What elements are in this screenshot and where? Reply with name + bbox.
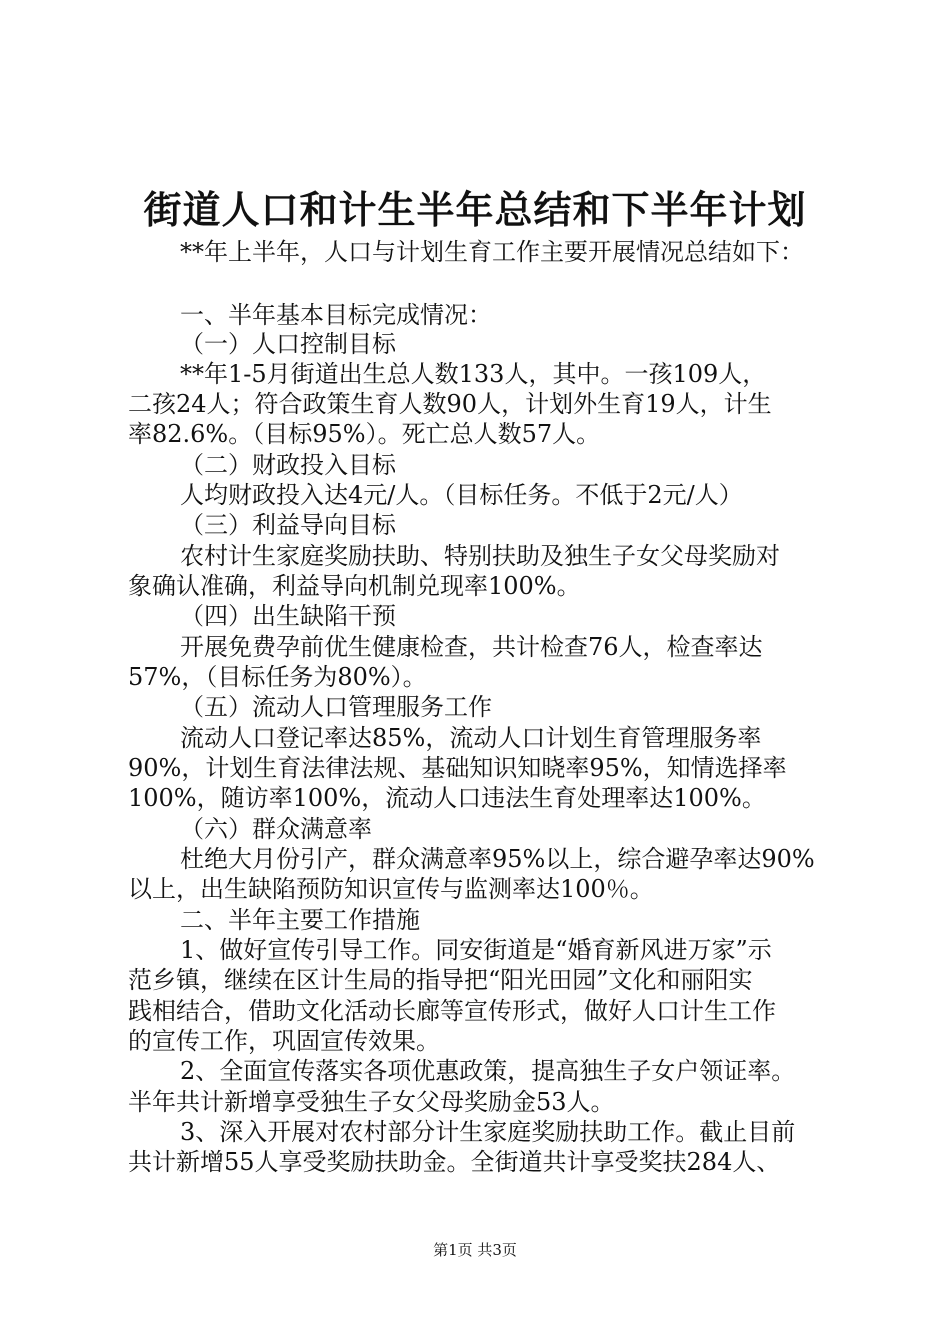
body-line: 象确认准确，利益导向机制兑现率100%。 <box>128 572 581 600</box>
body-line: 90%，计划生育法律法规、基础知识知晓率95%，知情选择率 <box>128 754 787 782</box>
body-line: 农村计生家庭奖励扶助、特别扶助及独生子女父母奖励对 <box>180 542 780 570</box>
body-line: 的宣传工作，巩固宣传效果。 <box>128 1027 440 1055</box>
body-line: 以上，出生缺陷预防知识宣传与监测率达100％。 <box>128 875 654 903</box>
section-heading: 一、半年基本目标完成情况： <box>180 301 492 329</box>
subsection-heading: （五）流动人口管理服务工作 <box>180 693 492 721</box>
body-line: 二孩24人；符合政策生育人数90人，计划外生育19人，计生 <box>128 390 772 418</box>
body-line: **年1-5月街道出生总人数133人，其中。一孩109人， <box>180 360 767 388</box>
section-heading: 二、半年主要工作措施 <box>180 906 420 934</box>
body-line: 57%，（目标任务为80%）。 <box>128 663 427 691</box>
body-line: 率82.6%。（目标95%）。死亡总人数57人。 <box>128 420 601 448</box>
subsection-heading: （四）出生缺陷干预 <box>180 602 396 630</box>
body-line: 范乡镇，继续在区计生局的指导把“阳光田园”文化和丽阳实 <box>128 966 753 994</box>
body-line: 1、做好宣传引导工作。同安街道是“婚育新风进万家”示 <box>180 936 772 964</box>
body-line: 杜绝大月份引产，群众满意率95%以上，综合避孕率达90% <box>180 845 815 873</box>
subsection-heading: （六）群众满意率 <box>180 815 372 843</box>
subsection-heading: （一）人口控制目标 <box>180 330 396 358</box>
body-line: 3、深入开展对农村部分计生家庭奖励扶助工作。截止目前 <box>180 1118 796 1146</box>
document-title: 街道人口和计生半年总结和下半年计划 <box>143 187 807 232</box>
page-footer: 第1页 共3页 <box>433 1241 517 1259</box>
body-line: 践相结合，借助文化活动长廊等宣传形式，做好人口计生工作 <box>128 997 776 1025</box>
subsection-heading: （二）财政投入目标 <box>180 451 396 479</box>
body-line: **年上半年，人口与计划生育工作主要开展情况总结如下： <box>180 238 804 266</box>
subsection-heading: （三）利益导向目标 <box>180 511 396 539</box>
body-line: 100%，随访率100%，流动人口违法生育处理率达100%。 <box>128 784 766 812</box>
body-line: 2、全面宣传落实各项优惠政策，提高独生子女户领证率。 <box>180 1057 796 1085</box>
body-line: 人均财政投入达4元/人。（目标任务。不低于2元/人） <box>180 481 743 509</box>
body-line: 半年共计新增享受独生子女父母奖励金53人。 <box>128 1088 615 1116</box>
body-line: 共计新增55人享受奖励扶助金。全街道共计享受奖扶284人、 <box>128 1148 781 1176</box>
body-line: 流动人口登记率达85%，流动人口计划生育管理服务率 <box>180 724 762 752</box>
body-line: 开展免费孕前优生健康检查，共计检查76人，检查率达 <box>180 633 763 661</box>
